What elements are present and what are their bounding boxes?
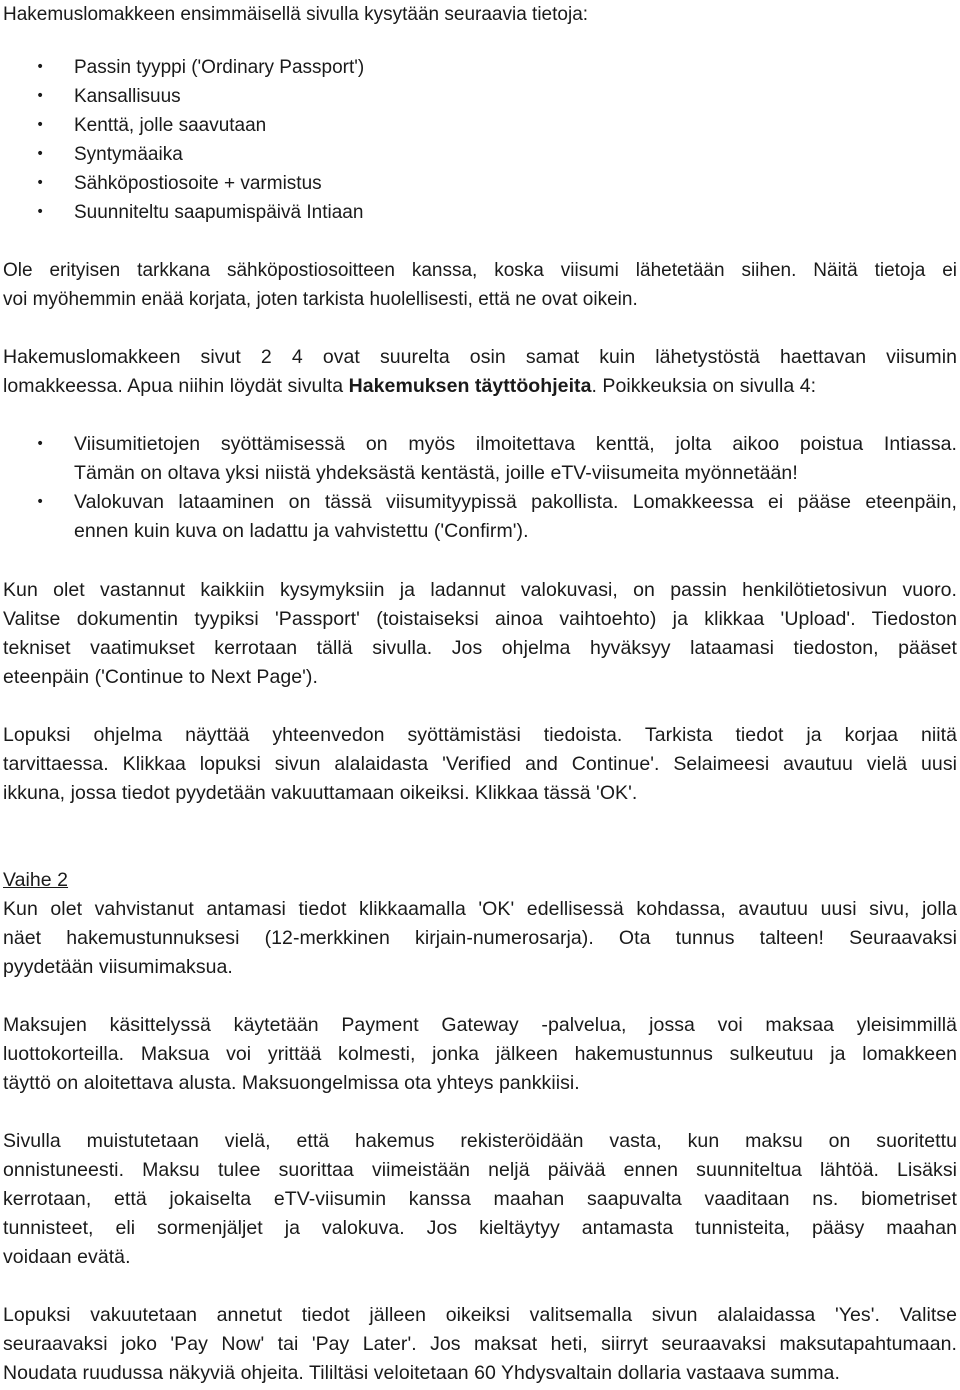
list-item: • Suunniteltu saapumispäivä Intiaan bbox=[3, 198, 957, 227]
list-item: • Syntymäaika bbox=[3, 140, 957, 169]
bullet-icon: • bbox=[36, 175, 45, 191]
list-item: • Viisumitietojen syöttämisessä on myös ilmoitettava kenttä, jolta aikoo poistua Intiassa. Tämän on oltava yksi niistä yhdeksästä kentästä, joille eTV-viisumeita myönnetään! bbox=[3, 430, 957, 488]
section-heading: Vaihe 2 bbox=[3, 869, 69, 891]
bullet-icon: • bbox=[36, 494, 45, 510]
list-item: • Kansallisuus bbox=[3, 82, 957, 111]
bullet-icon: • bbox=[36, 88, 45, 104]
help-page-link[interactable]: Hakemuksen täyttöohjeita bbox=[348, 375, 592, 397]
list-item: • Kenttä, jolle saavutaan bbox=[3, 111, 957, 140]
bullet-icon: • bbox=[36, 146, 45, 162]
bullet-icon: • bbox=[36, 204, 45, 220]
bullet-icon: • bbox=[36, 117, 45, 133]
list-item: • Valokuvan lataaminen on tässä viisumityypissä pakollista. Lomakkeessa ei pääse eteenpäin, ennen kuin kuva on ladattu ja vahvistettu ('Confirm'). bbox=[3, 488, 957, 546]
list-item: • Sähköpostiosoite + varmistus bbox=[3, 169, 957, 198]
intro-text: Hakemuslomakkeen ensimmäisellä sivulla kysytään seuraavia tietoja: bbox=[3, 4, 589, 25]
bullet-icon: • bbox=[36, 59, 45, 75]
list-item: • Passin tyyppi ('Ordinary Passport') bbox=[3, 53, 957, 82]
bullet-icon: • bbox=[36, 436, 45, 452]
